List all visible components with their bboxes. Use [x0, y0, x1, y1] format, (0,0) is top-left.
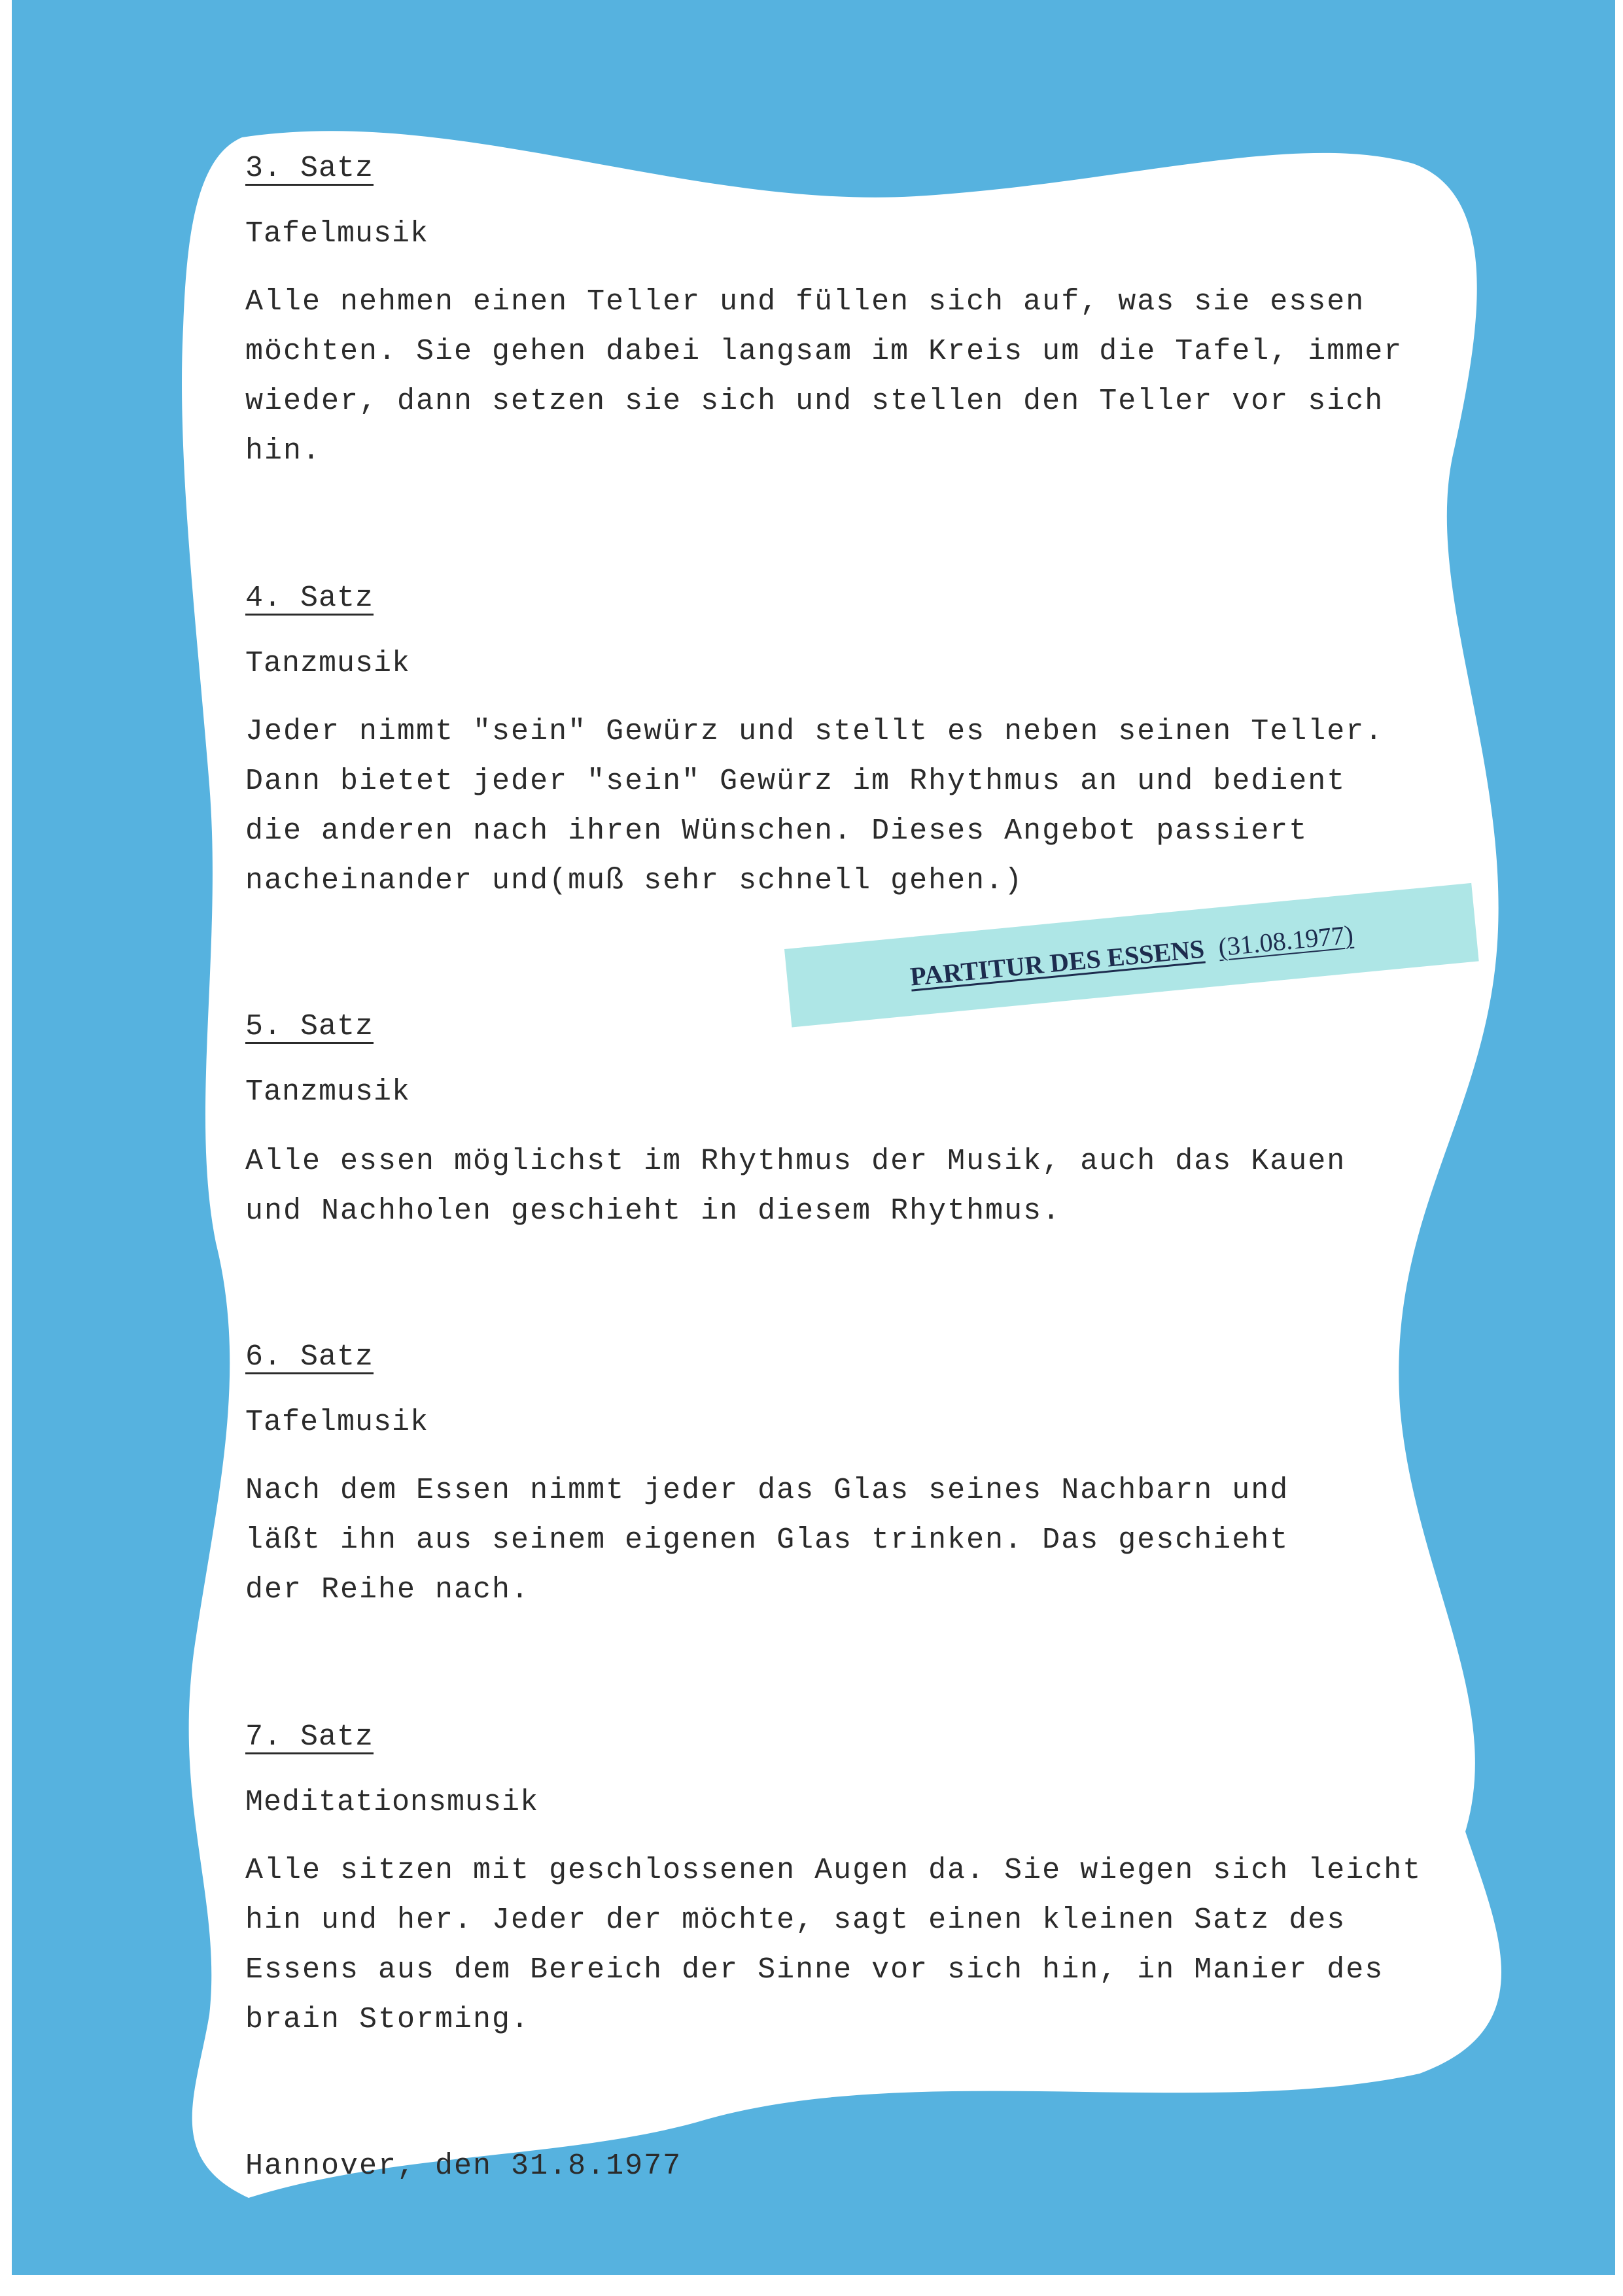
section-subtitle: Tanzmusik	[245, 1075, 411, 1109]
label-title: PARTITUR DES ESSENS	[909, 933, 1206, 992]
section-heading: 4. Satz	[245, 582, 374, 615]
section-paragraph	[245, 277, 1482, 476]
paragraph-line: Alle nehmen einen Teller und füllen sich auf, was sie essen	[245, 285, 1365, 319]
paragraph-line: Essens aus dem Bereich der Sinne vor sich hin, in Manier des	[245, 1953, 1384, 1987]
section-subtitle: Tanzmusik	[245, 647, 411, 680]
section-subtitle: Meditationsmusik	[245, 1786, 539, 1819]
place-date-footer: Hannover, den 31.8.1977	[245, 2149, 682, 2183]
section-heading: 5. Satz	[245, 1010, 374, 1043]
paragraph-line: Alle sitzen mit geschlossenen Augen da. Sie wiegen sich leicht	[245, 1854, 1422, 1887]
section-paragraph	[245, 707, 1482, 906]
paragraph-line: läßt ihn aus seinem eigenen Glas trinken. Das geschieht	[245, 1523, 1289, 1557]
paragraph-line: und Nachholen geschieht in diesem Rhythmus.	[245, 1194, 1062, 1228]
paragraph-line: der Reihe nach.	[245, 1573, 531, 1607]
paragraph-line: brain Storming.	[245, 2003, 531, 2036]
paragraph-line: Dann bietet jeder "sein" Gewürz im Rhythmus an und bedient	[245, 765, 1346, 798]
section-paragraph	[245, 1137, 1482, 1236]
paragraph-line: Jeder nimmt "sein" Gewürz und stellt es neben seinen Teller.	[245, 715, 1384, 748]
paragraph-line: nacheinander und(muß sehr schnell gehen.)	[245, 864, 1024, 897]
paragraph-line: hin.	[245, 434, 322, 468]
section-heading: 7. Satz	[245, 1720, 374, 1754]
label-date: (31.08.1977)	[1217, 919, 1355, 962]
section-paragraph	[245, 1466, 1482, 1615]
paragraph-line: Alle essen möglichst im Rhythmus der Musik, auch das Kauen	[245, 1145, 1346, 1178]
section-paragraph	[245, 1846, 1482, 2045]
paragraph-line: Nach dem Essen nimmt jeder das Glas seines Nachbarn und	[245, 1474, 1289, 1507]
section-subtitle: Tafelmusik	[245, 217, 429, 251]
paragraph-line: die anderen nach ihren Wünschen. Dieses Angebot passiert	[245, 814, 1308, 848]
section-subtitle: Tafelmusik	[245, 1406, 429, 1439]
paragraph-line: wieder, dann setzen sie sich und stellen den Teller vor sich	[245, 385, 1384, 418]
section-heading: 3. Satz	[245, 152, 374, 185]
paragraph-line: hin und her. Jeder der möchte, sagt einen kleinen Satz des	[245, 1904, 1346, 1937]
section-heading: 6. Satz	[245, 1340, 374, 1374]
paragraph-line: möchten. Sie gehen dabei langsam im Kreis um die Tafel, immer	[245, 335, 1403, 368]
